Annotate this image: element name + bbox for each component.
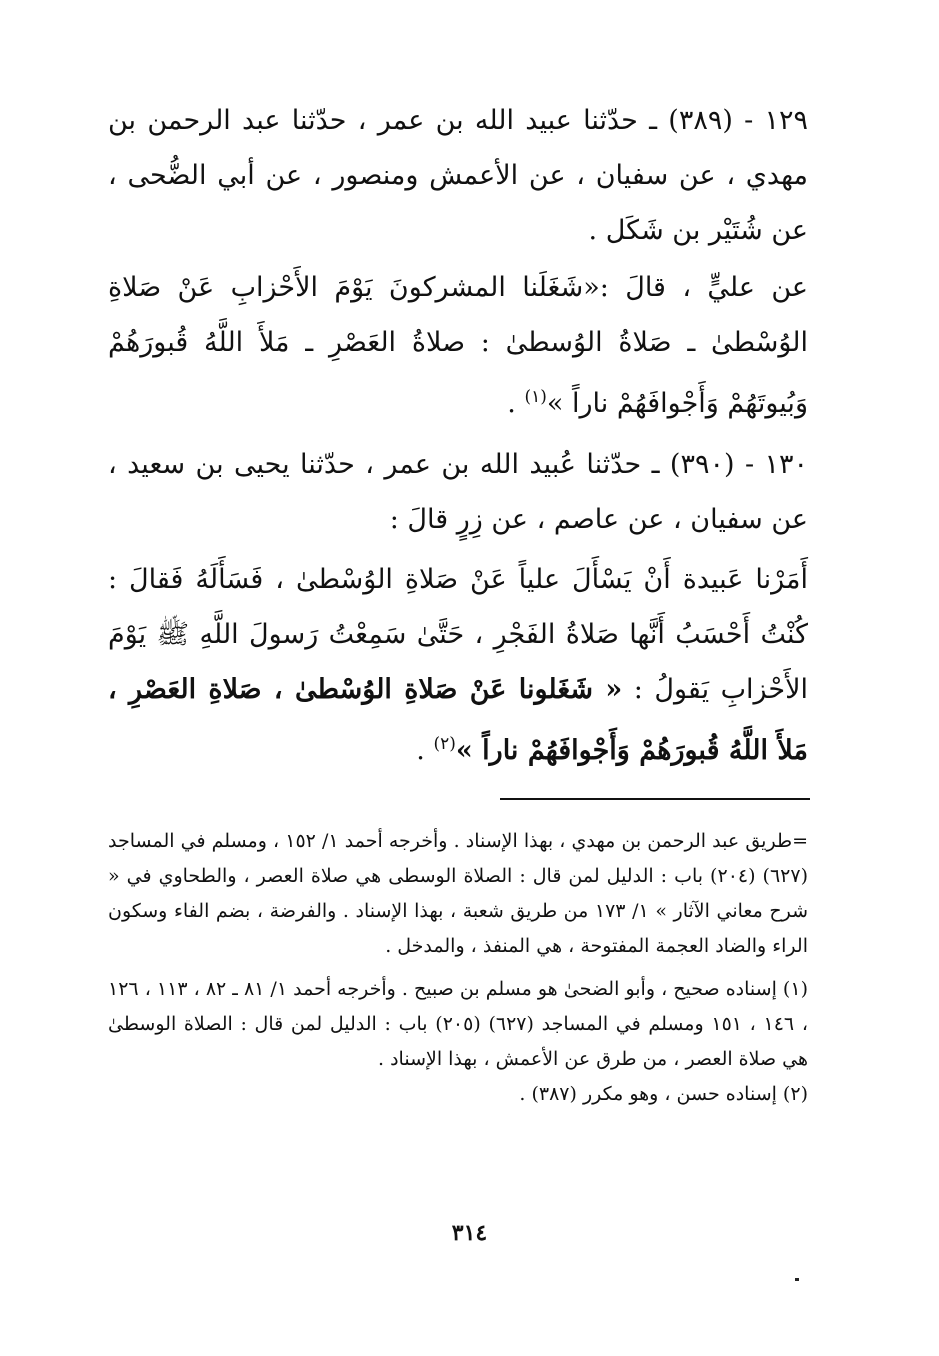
hadith-129-chain bbox=[108, 93, 808, 258]
hadith-129-text bbox=[108, 260, 808, 431]
hadith-130-text bbox=[108, 552, 808, 778]
hadith-130-chain-text: ١٣٠ - (٣٩٠) ـ حدّثنا عُبيد الله بن عمر ، حدّثنا يحيى بن سعيد ، عن سفيان ، عن عاصم ، عن زِرٍ قالَ : bbox=[108, 449, 808, 535]
hadith-130-chain bbox=[108, 437, 808, 547]
footnote-ref-2: (٢) bbox=[433, 734, 456, 754]
page-number: ٣١٤ bbox=[451, 1220, 488, 1246]
footnote-continuation: =طريق عبد الرحمن بن مهدي ، بهذا الإسناد . وأخرجه أحمد ١/ ١٥٢ ، ومسلم في المساجد (٦٢٧) (٢٠٤) باب : الدليل لمن قال : الصلاة الوسطى هي صلاة العصر ، والطحاوي في « شرح معاني الآثار » ١/ ١٧٣ من طريق شعبة ، بهذا الإسناد . والفرضة ، بضم الفاء وسكون الراء والضاد العجمة المفتوحة ، هي المنفذ ، والمدخل . bbox=[108, 830, 809, 957]
footnote-separator bbox=[500, 798, 810, 800]
hadith-129-chain-text: ١٢٩ - (٣٨٩) ـ حدّثنا عبيد الله بن عمر ، حدّثنا عبد الرحمن بن مهدي ، عن سفيان ، عن الأعمش ومنصور ، عن أبي الضُّحى ، عن شُتَيْر بن شَكَل . bbox=[108, 105, 809, 246]
scan-speck bbox=[795, 1278, 799, 1281]
hadith-130-end: . bbox=[416, 735, 434, 766]
footnote-2: (٢) إسناده حسن ، وهو مكرر (٣٨٧) . bbox=[519, 1083, 808, 1105]
footnote-ref-1: (١) bbox=[524, 387, 547, 407]
footnote-1: (١) إسناده صحيح ، وأبو الضحىٰ هو مسلم بن صبيح . وأخرجه أحمد ١/ ٨١ ـ ٨٢ ، ١١٣ ، ١٢٦ ، ١٤٦ ، ١٥١ ومسلم في المساجد (٦٢٧) (٢٠٥) باب : الدليل لمن قال : الصلاة الوسطىٰ هي صلاة العصر ، من طرق عن الأعمش ، بهذا الإسناد . bbox=[108, 978, 808, 1070]
hadith-130-quote: « شَغَلونا عَنْ صَلاةِ الوُسْطىٰ ، صَلاةِ العَصْرِ ، مَلأَ اللَّهُ قُبورَهُمْ وَأَجْوافَهُمْ ناراً » bbox=[108, 674, 808, 766]
hadith-129-matn: عن عليٍّ ، قالَ :«شَغَلَنا المشركونَ يَوْمَ الأَحْزابِ عَنْ صَلاةِ الوُسْطىٰ ـ صَلاةُ الوُسطىٰ : صلاةُ العَصْرِ ـ مَلأَ اللَّهُ قُبورَهُمْ وَبُيوتَهُمْ وَأَجْوافَهُمْ ناراً » bbox=[108, 272, 808, 419]
hadith-130-intro: أَمَرْنا عَبيدة أَنْ يَسْأَلَ علياً عَنْ صَلاةِ الوُسْطىٰ ، فَسَأَلَهُ فَقالَ : كُنْتُ أَحْسَبُ أَنَّها صَلاةُ الفَجْرِ ، حَتَّىٰ سَمِعْتُ رَسولَ اللَّهِ ﷺ يَوْمَ الأَحْزابِ يَقولُ : bbox=[108, 564, 808, 705]
footnotes bbox=[108, 824, 808, 1112]
hadith-129-end: . bbox=[507, 388, 525, 419]
